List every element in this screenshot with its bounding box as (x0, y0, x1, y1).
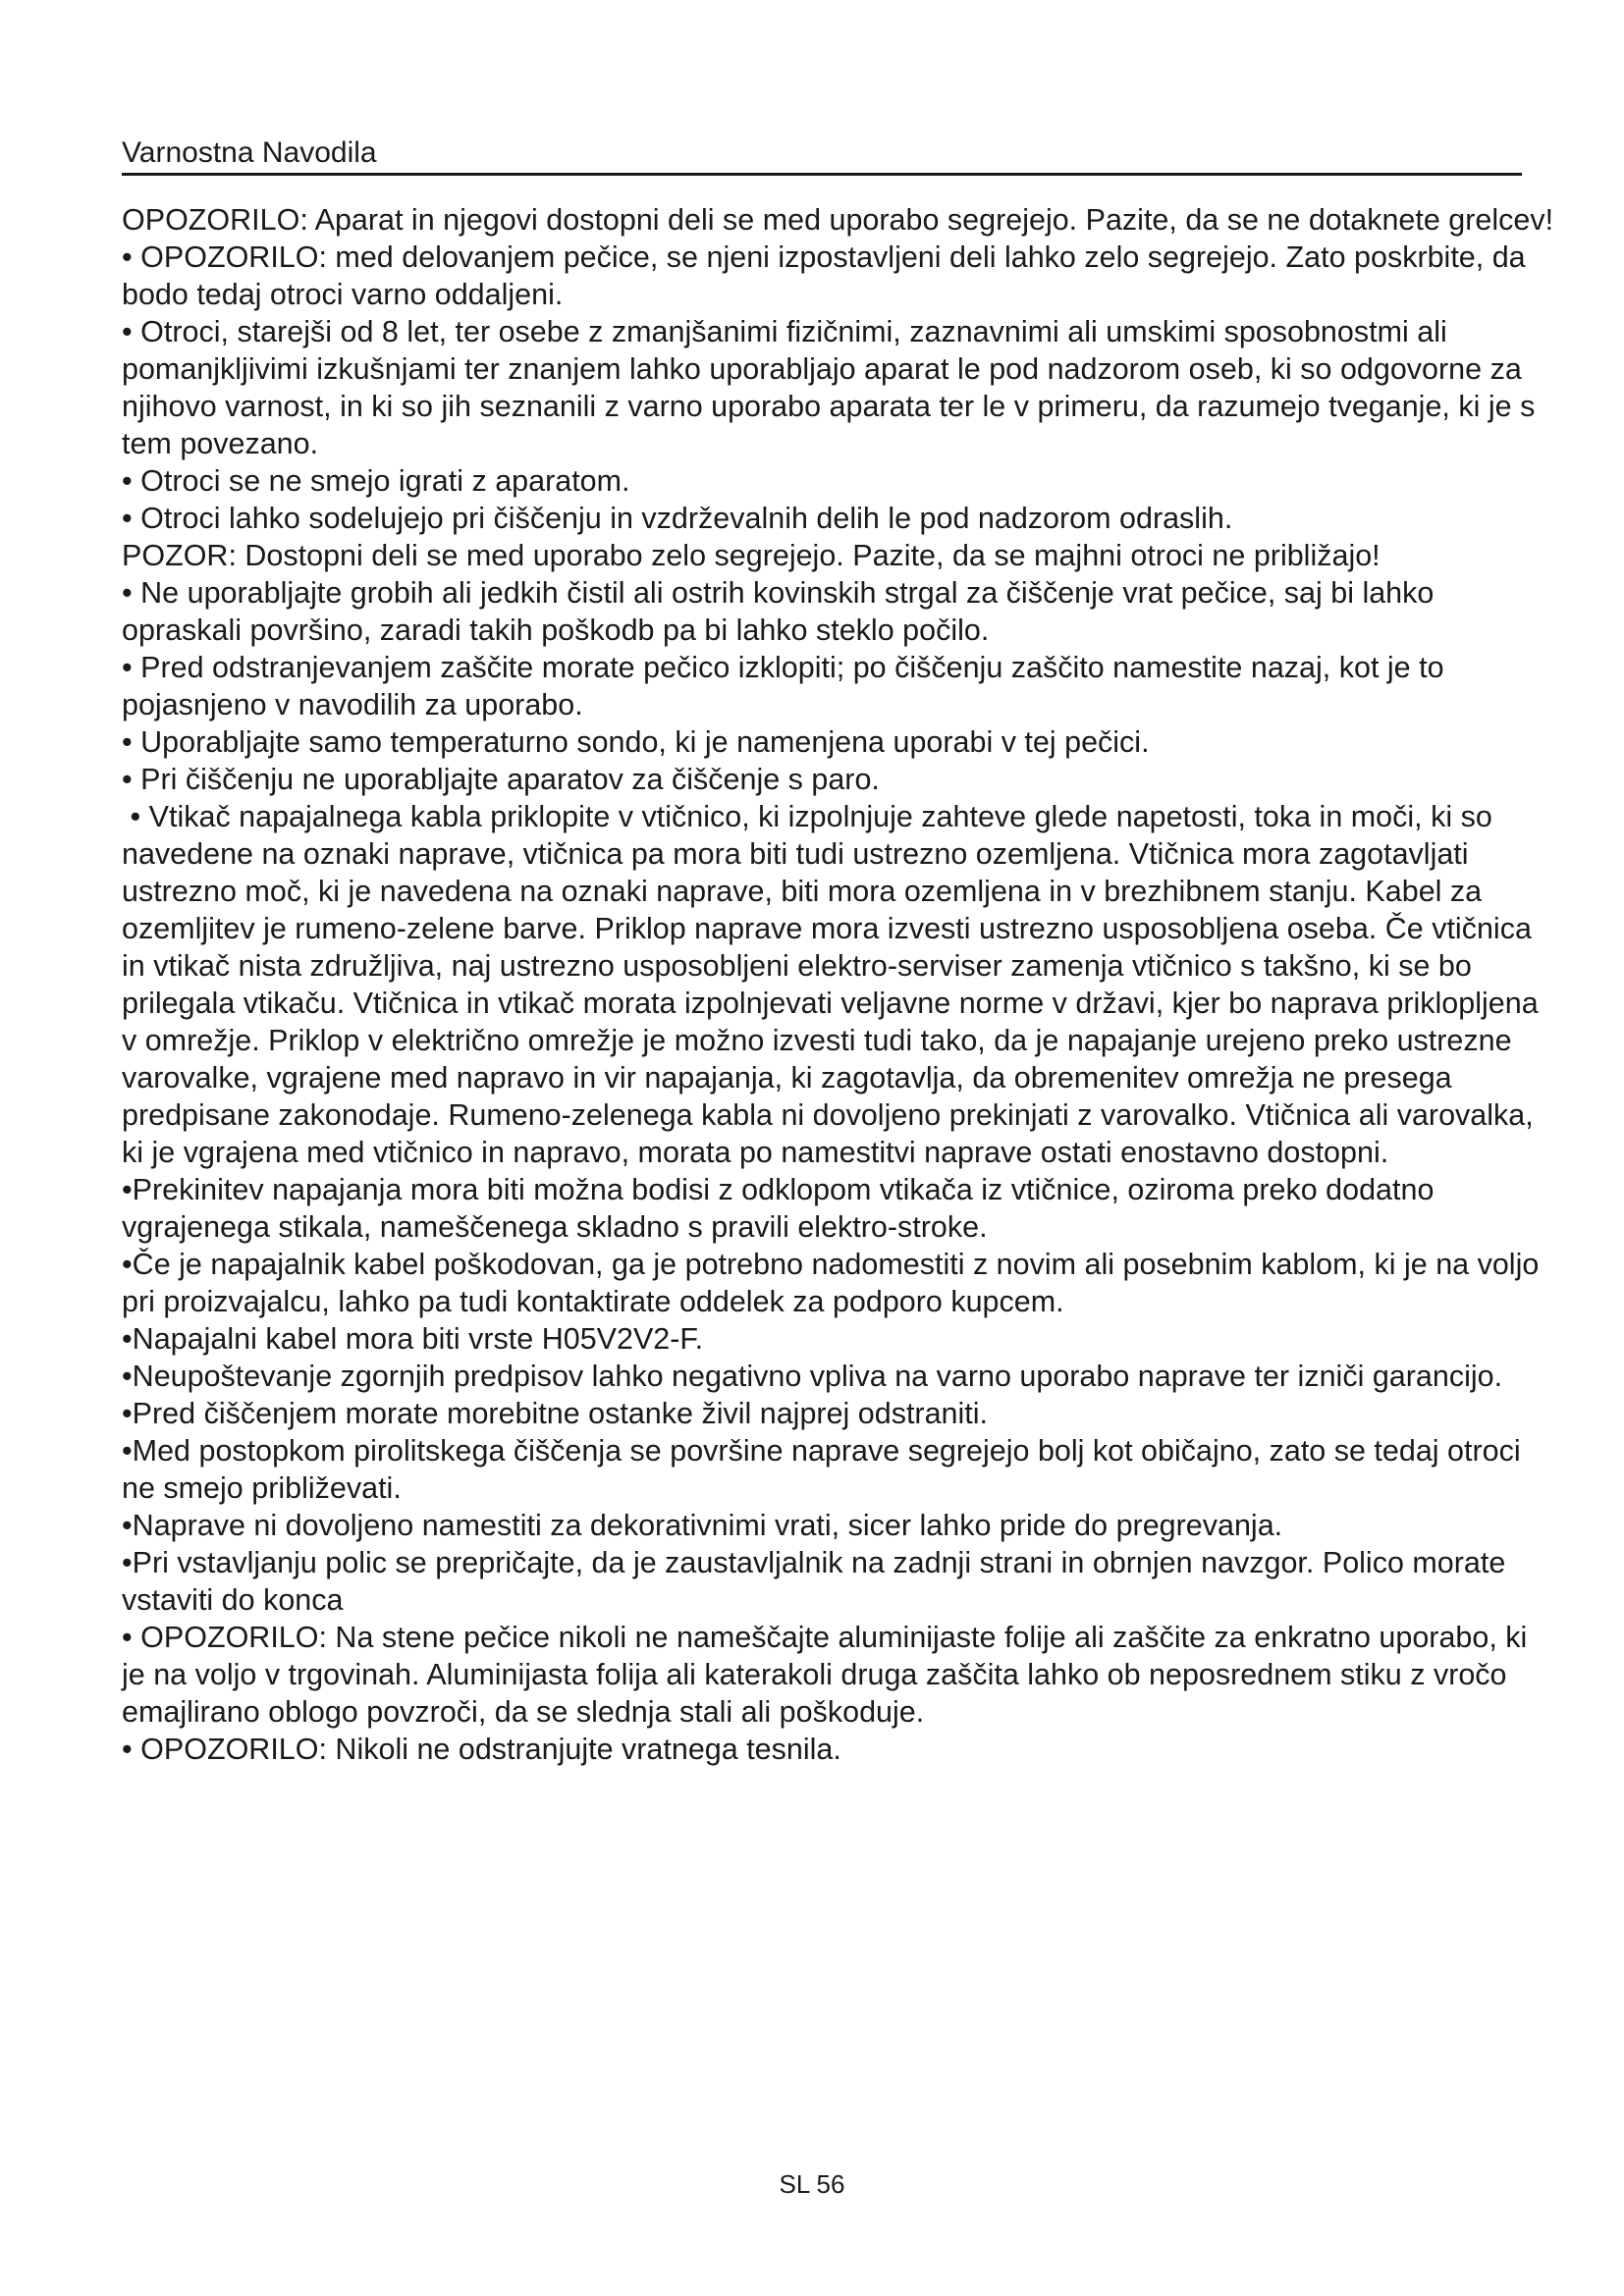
paragraph: • Ne uporabljajte grobih ali jedkih čistil ali ostrih kovinskih strgal za čiščenje vrat pečice, saj bi lahko opraskali površino, zaradi takih poškodb pa bi lahko steklo počilo. (122, 576, 1442, 647)
paragraph: •Med postopkom pirolitskega čiščenja se površine naprave segrejejo bolj kot običajno, zato se tedaj otroci ne smejo približevati. (122, 1434, 1530, 1505)
paragraph: OPOZORILO: Aparat in njegovi dostopni deli se med uporabo segrejejo. Pazite, da se ne dotaknete grelcev! (122, 203, 1554, 237)
paragraph: • Otroci lahko sodelujejo pri čiščenju in vzdrževalnih delih le pod nadzorom odraslih. (122, 502, 1233, 535)
paragraph: • OPOZORILO: Nikoli ne odstranjujte vratnega tesnila. (122, 1733, 841, 1766)
paragraph: •Naprave ni dovoljeno namestiti za dekorativnimi vrati, sicer lahko pride do pregrevanja. (122, 1509, 1283, 1542)
paragraph: POZOR: Dostopni deli se med uporabo zelo segrejejo. Pazite, da se majhni otroci ne približajo! (122, 539, 1380, 572)
paragraph: •Pred čiščenjem morate morebitne ostanke živil najprej odstraniti. (122, 1397, 989, 1430)
paragraph: • OPOZORILO: Na stene pečice nikoli ne nameščajte aluminijaste folije ali zaščite za enkratno uporabo, ki je na voljo v trgovinah. Aluminijasta folija ali katerakoli druga zaščita lahko ob neposrednem stiku z vročo emajlirano oblogo povzroči, da se slednja stali ali poškoduje. (122, 1621, 1536, 1729)
page-title: Varnostna Navodila (122, 136, 377, 169)
paragraph: •Pri vstavljanju polic se prepričajte, da je zaustavljalnik na zadnji strani in obrnjen navzgor. Polico morate vstaviti do konca (122, 1546, 1514, 1617)
paragraph: • Pri čiščenju ne uporabljajte aparatov za čiščenje s paro. (122, 763, 880, 796)
paragraph: • Vtikač napajalnega kabla priklopite v vtičnico, ki izpolnjuje zahteve glede napetosti, toka in moči, ki so navedene na oznaki naprave, vtičnica pa mora biti tudi ustrezno ozemljena. Vtičnica mora zagotavljati ustrezno moč, ki je navedena na oznaki naprave, biti mora ozemljena in v brezhibnem stanju. Kabel za ozemljitev je rumeno-zelene barve. Priklop naprave mora izvesti ustrezno usposobljena oseba. Če vtičnica in vtikač nista združljiva, naj ustrezno usposobljeni elektro-serviser zamenja vtičnico s takšno, ki se bo prilegala vtikaču. Vtičnica in vtikač morata izpolnjevati veljavne norme v državi, kjer bo naprava priklopljena v omrežje. Priklop v električno omrežje je možno izvesti tudi tako, da je napajanje urejeno preko ustrezne varovalke, vgrajene med napravo in vir napajanja, ki zagotavlja, da obremenitev omrežja ne presega predpisane zakonodaje. Rumeno-zelenega kabla ni dovoljeno prekinjati z varovalko. Vtičnica ali varovalka, ki je vgrajena med vtičnico in napravo, morata po namestitvi naprave ostati enostavno dostopni. (122, 800, 1547, 1169)
paragraph: •Prekinitev napajanja mora biti možna bodisi z odklopom vtikača iz vtičnice, oziroma preko dodatno vgrajenega stikala, nameščenega skladno s pravili elektro-stroke. (122, 1173, 1442, 1244)
paragraph: • Uporabljajte samo temperaturno sondo, ki je namenjena uporabi v tej pečici. (122, 725, 1150, 759)
page-header (122, 135, 1522, 176)
page-number: SL 56 (779, 2169, 845, 2199)
paragraph: • OPOZORILO: med delovanjem pečice, se njeni izpostavljeni deli lahko zelo segrejejo. Zato poskrbite, da bodo tedaj otroci varno oddaljeni. (122, 240, 1535, 311)
paragraph: • Otroci, starejši od 8 let, ter osebe z zmanjšanimi fizičnimi, zaznavnimi ali umskimi sposobnostmi ali pomanjkljivimi izkušnjami ter znanjem lahko uporabljajo aparat le pod nadzorom oseb, ki so odgovorne za njihovo varnost, in ki so jih seznanili z varno uporabo aparata ter le v primeru, da razumejo tveganje, ki je s tem povezano. (122, 315, 1543, 460)
paragraph: •Če je napajalnik kabel poškodovan, ga je potrebno nadomestiti z novim ali posebnim kablom, ki je na voljo pri proizvajalcu, lahko pa tudi kontaktirate oddelek za podporo kupcem. (122, 1248, 1547, 1318)
paragraph: •Neupoštevanje zgornjih predpisov lahko negativno vpliva na varno uporabo naprave ter izniči garancijo. (122, 1360, 1503, 1393)
paragraph: •Napajalni kabel mora biti vrste H05V2V2-F. (122, 1322, 704, 1356)
body-text (122, 201, 1555, 1768)
paragraph: • Otroci se ne smejo igrati z aparatom. (122, 464, 630, 498)
paragraph: • Pred odstranjevanjem zaščite morate pečico izklopiti; po čiščenju zaščito namestite nazaj, kot je to pojasnjeno v navodilih za uporabo. (122, 651, 1453, 721)
